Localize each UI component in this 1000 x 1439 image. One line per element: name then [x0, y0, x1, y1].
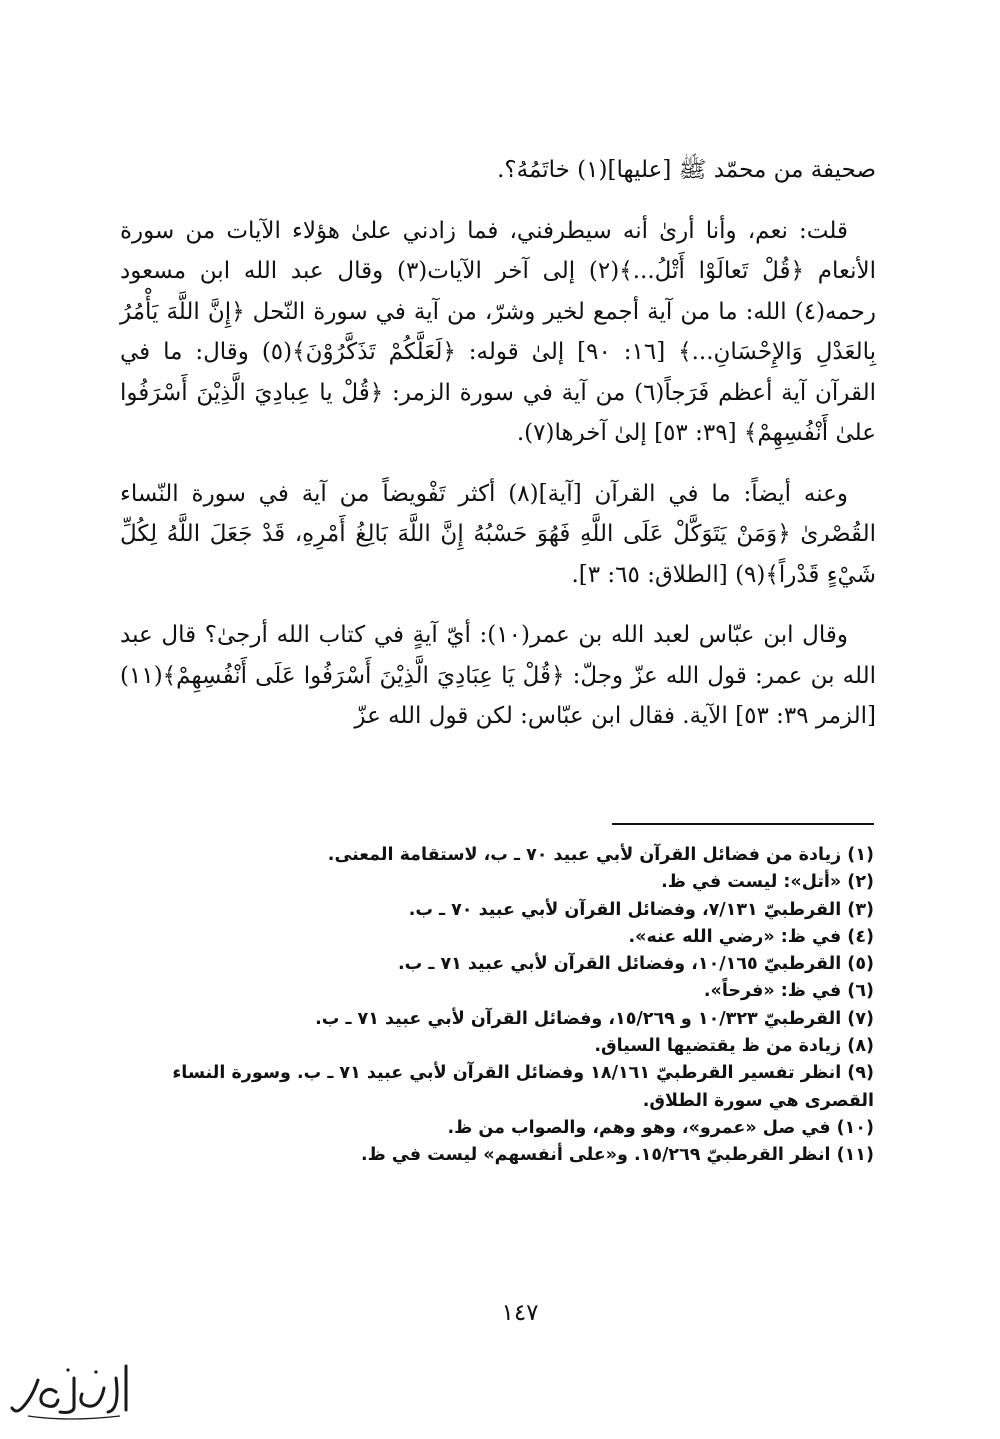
footnote-7: (٧) القرطبيّ ١٠/٣٢٣ و ١٥/٢٦٩، وفضائل القرآن لأبي عبيد ٧١ ـ ب. [315, 1008, 874, 1029]
paragraph-4: وقال ابن عبّاس لعبد الله بن عمر(١٠): أيّ آيةٍ في كتاب الله أرجىٰ؟ قال عبد الله بن عمر: قول الله عزّ وجلّ: ﴿قُلْ يَا عِبَادِيَ الَّذِيْنَ أَسْرَفُوا عَلَى أَنْفُسِهِمْ﴾(١١) [الزمر ٣٩: ٥٣] الآية. فقال ابن عبّاس: لكن قول الله عزّ [120, 622, 876, 729]
footnote-10: (١٠) في صل «عمرو»، وهو وهم، والصواب من ظ. [447, 1117, 874, 1138]
footnote-divider [612, 823, 874, 825]
footnote-11: (١١) انظر القرطبيّ ١٥/٢٦٩. و«على أنفسهم» ليست في ظ. [360, 1145, 874, 1166]
footnote-5: (٥) القرطبيّ ١٠/١٦٥، وفضائل القرآن لأبي عبيد ٧١ ـ ب. [398, 954, 874, 975]
main-text [120, 150, 876, 757]
footnote-1: (١) زيادة من فضائل القرآن لأبي عبيد ٧٠ ـ ب، لاستقامة المعنى. [327, 845, 874, 865]
footnote-9: (٩) انظر تفسير القرطبيّ ١٨/١٦١ وفضائل القرآن لأبي عبيد ٧١ ـ ب. وسورة النساء القصرى هي سورة الطلاق. [172, 1063, 874, 1111]
paragraph-2: قلت: نعم، وأنا أرىٰ أنه سيطرفني، فما زادني علىٰ هؤلاء الآيات من سورة الأنعام ﴿قُلْ تَعالَوْا أَتْلُ...﴾(٢) إلى آخر الآيات(٣) وقال عبد الله ابن مسعود رحمه(٤) الله: ما من آية أجمع لخير وشرّ، من آية في سورة النّحل ﴿إِنَّ اللَّهَ يَأْمُرُ بِالعَدْلِ وَالإِحْسَانِ...﴾ [١٦: ٩٠] إلىٰ قوله: ﴿لَعَلَّكُمْ تَذَكَّرُوْنَ﴾(٥) وقال: ما في القرآن آية أعظم فَرَجاً(٦) من آية في سورة الزمر: ﴿قُلْ يا عِبادِيَ الَّذِيْنَ أَسْرَفُوا علىٰ أَنْفُسِهِمْ﴾ [٣٩: ٥٣] إلىٰ آخرها(٧). [120, 217, 877, 446]
footnote-3: (٣) القرطبيّ ٧/١٣١، وفضائل القرآن لأبي عبيد ٧٠ ـ ب. [408, 899, 874, 920]
calligraphy-stamp-icon [8, 1358, 138, 1428]
footnote-8: (٨) زيادة من ظ يقتضيها السياق. [594, 1036, 874, 1057]
footnotes [150, 842, 874, 1170]
footnote-4: (٤) في ظ: «رضي الله عنه». [628, 926, 874, 947]
library-stamp-logo [8, 1358, 138, 1428]
paragraph-3: وعنه أيضاً: ما في القرآن [آية](٨) أكثر تَفْويضاً من آية في سورة النّساء القُصْرىٰ ﴿وَمَنْ يَتَوَكَّلْ عَلَى اللَّهِ فَهُوَ حَسْبُهُ إِنَّ اللَّهَ بَالِغُ أَمْرِهِ، قَدْ جَعَلَ اللَّهُ لِكُلِّ شَيْءٍ قَدْراً﴾(٩) [الطلاق: ٦٥: ٣]. [120, 480, 876, 588]
paragraph-1: صحيفة من محمّد ﷺ [عليها](١) خاتَمُهُ؟. [497, 157, 876, 183]
footnote-2: (٢) «أتل»: ليست في ظ. [661, 872, 874, 893]
footnote-6: (٦) في ظ: «فرحاً». [703, 981, 874, 1002]
page-number: ١٤٧ [501, 1300, 539, 1326]
